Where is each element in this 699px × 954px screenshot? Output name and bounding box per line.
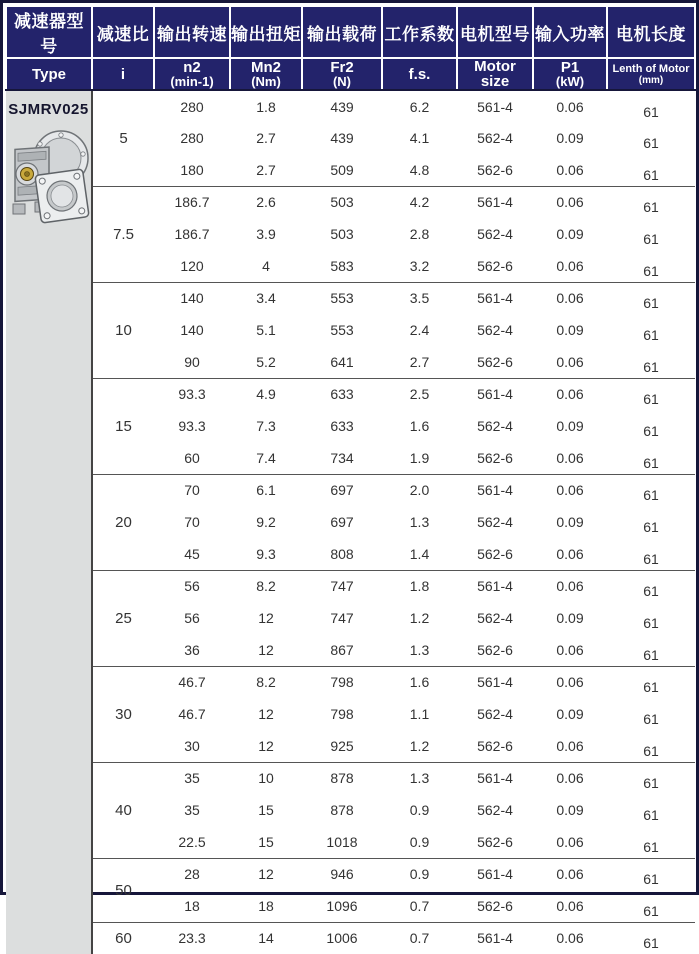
data-cell: 15 — [258, 802, 274, 818]
data-cell: 140 — [180, 322, 204, 338]
data-cell: 562-4 — [477, 226, 513, 242]
data-cell: 61 — [643, 231, 659, 247]
data-cell: 747 — [330, 610, 354, 626]
data-cell: 12 — [258, 737, 274, 754]
data-cell: 61 — [607, 186, 695, 218]
data-cell: 4.8 — [409, 161, 430, 178]
data-cell: 61 — [607, 922, 695, 954]
model-label: SJMRV025 — [8, 101, 89, 118]
data-cell: 1.3 — [382, 762, 457, 794]
data-cell: 561-4 — [457, 378, 533, 410]
data-cell: 186.7 — [174, 226, 210, 242]
data-cell: 946 — [302, 858, 382, 890]
data-cell: 60 — [184, 449, 200, 466]
header-model-cn: 减速器型号 — [6, 6, 92, 58]
data-cell: 0.06 — [556, 897, 584, 914]
data-cell: 2.7 — [256, 161, 276, 178]
data-cell: 561-4 — [457, 474, 533, 506]
table-row — [6, 666, 695, 698]
data-cell: 18 — [258, 897, 274, 914]
table-row — [6, 474, 695, 506]
data-cell: 0.9 — [382, 858, 457, 890]
data-cell: 0.06 — [533, 858, 607, 890]
data-cell: 867 — [330, 641, 354, 658]
spec-table — [5, 5, 696, 954]
data-cell: 61 — [643, 615, 659, 631]
data-cell: 61 — [607, 858, 695, 890]
data-cell: 9.2 — [256, 514, 276, 530]
data-cell: 3.9 — [256, 226, 276, 242]
ratio-cell: 40 — [92, 762, 154, 858]
data-cell: 562-6 — [477, 449, 513, 466]
data-cell: 1.6 — [382, 666, 457, 698]
data-cell: 0.06 — [556, 353, 584, 370]
data-cell: 0.06 — [533, 922, 607, 954]
data-cell: 0.09 — [556, 610, 584, 626]
data-cell: 8.2 — [230, 666, 302, 698]
data-cell: 23.3 — [154, 922, 230, 954]
data-cell: 4.9 — [230, 378, 302, 410]
data-cell: 562-6 — [477, 641, 513, 658]
ratio-cell: 25 — [92, 570, 154, 666]
data-cell: 697 — [330, 514, 354, 530]
data-cell: 0.06 — [533, 666, 607, 698]
data-cell: 1.3 — [409, 514, 430, 530]
data-cell: 10 — [230, 762, 302, 794]
data-cell: 633 — [302, 378, 382, 410]
header-load-en: Fr2 (N) — [302, 58, 382, 90]
data-cell: 93.3 — [154, 378, 230, 410]
data-cell: 697 — [302, 474, 382, 506]
data-cell: 1.8 — [382, 570, 457, 602]
data-cell: 1.2 — [409, 610, 430, 626]
data-cell: 3.5 — [382, 282, 457, 314]
data-cell: 46.7 — [178, 706, 206, 722]
data-cell: 0.09 — [556, 130, 584, 146]
data-cell: 28 — [154, 858, 230, 890]
data-cell: 3.2 — [409, 257, 430, 274]
data-cell: 12 — [258, 706, 274, 722]
ratio-cell: 15 — [92, 378, 154, 474]
data-cell: 70 — [154, 474, 230, 506]
data-cell: 61 — [643, 423, 659, 439]
data-cell: 0.06 — [556, 545, 584, 562]
data-cell: 61 — [607, 666, 695, 698]
data-cell: 0.06 — [556, 161, 584, 178]
data-cell: 0.06 — [533, 186, 607, 218]
input-flange — [16, 163, 38, 185]
model-cell — [6, 90, 92, 954]
data-cell: 61 — [643, 166, 659, 183]
data-cell: 808 — [330, 545, 354, 562]
gearbox-product-image — [7, 124, 91, 235]
data-cell: 562-6 — [477, 353, 513, 370]
data-cell: 2.8 — [409, 226, 430, 242]
data-cell: 93.3 — [178, 418, 206, 434]
data-cell: 61 — [643, 519, 659, 535]
data-cell: 56 — [154, 570, 230, 602]
data-cell: 562-6 — [477, 737, 513, 754]
data-cell: 56 — [184, 610, 200, 626]
data-cell: 61 — [607, 378, 695, 410]
data-cell: 0.09 — [556, 802, 584, 818]
data-cell: 503 — [330, 226, 354, 242]
data-cell: 503 — [302, 186, 382, 218]
data-cell: 22.5 — [178, 833, 206, 850]
data-cell: 14 — [230, 922, 302, 954]
data-cell: 61 — [643, 711, 659, 727]
data-cell: 2.5 — [382, 378, 457, 410]
ratio-cell: 5 — [119, 129, 128, 147]
data-cell: 439 — [330, 130, 354, 146]
table-row — [6, 378, 695, 410]
data-cell: 561-4 — [457, 570, 533, 602]
data-cell: 562-4 — [477, 322, 513, 338]
data-cell: 61 — [643, 135, 659, 151]
table-row — [6, 858, 695, 890]
data-cell: 562-6 — [477, 833, 513, 850]
data-cell: 562-4 — [477, 802, 513, 818]
data-cell: 1.9 — [409, 449, 430, 466]
data-cell: 561-4 — [457, 186, 533, 218]
data-cell: 798 — [330, 706, 354, 722]
data-cell: 5.1 — [256, 322, 276, 338]
table-row — [6, 922, 695, 954]
data-cell: 4 — [262, 257, 270, 274]
data-cell: 1018 — [326, 833, 358, 850]
data-cell: 61 — [643, 550, 659, 567]
header-speed-cn: 输出转速 — [154, 6, 230, 58]
data-cell: 1.3 — [409, 641, 430, 658]
data-cell: 3.4 — [230, 282, 302, 314]
table-row — [6, 762, 695, 794]
header-power-cn: 输入功率 — [533, 6, 607, 58]
data-cell: 186.7 — [154, 186, 230, 218]
data-cell: 4.1 — [409, 130, 430, 146]
data-cell: 2.4 — [409, 322, 430, 338]
data-cell: 61 — [643, 902, 659, 919]
data-cell: 561-4 — [457, 922, 533, 954]
header-torque-cn: 输出扭矩 — [230, 6, 302, 58]
data-cell: 1.4 — [409, 545, 430, 562]
ratio-cell: 7.5 — [92, 186, 154, 282]
data-cell: 61 — [643, 646, 659, 663]
data-cell: 878 — [302, 762, 382, 794]
header-servicefactor-en: f.s. — [382, 58, 457, 90]
data-cell: 439 — [330, 98, 354, 115]
data-cell: 0.9 — [409, 833, 430, 850]
data-cell: 1.2 — [409, 737, 430, 754]
data-cell: 61 — [607, 762, 695, 794]
data-cell: 5.2 — [256, 353, 276, 370]
data-cell: 46.7 — [154, 666, 230, 698]
ratio-cell: 50 — [92, 858, 154, 922]
data-cell: 0.09 — [556, 226, 584, 242]
data-cell: 0.09 — [556, 322, 584, 338]
table-header — [6, 6, 695, 90]
data-cell: 734 — [330, 449, 354, 466]
data-cell: 562-4 — [477, 706, 513, 722]
table-row — [6, 90, 695, 122]
header-motor-cn: 电机型号 — [457, 6, 533, 58]
data-cell: 0.7 — [409, 897, 430, 914]
data-cell: 0.09 — [556, 706, 584, 722]
data-cell: 0.06 — [533, 282, 607, 314]
header-ratio-cn: 减速比 — [92, 6, 154, 58]
data-cell: 140 — [154, 282, 230, 314]
data-cell: 0.06 — [533, 474, 607, 506]
data-cell: 0.06 — [533, 762, 607, 794]
data-cell: 70 — [184, 514, 200, 530]
header-ratio-en: i — [92, 58, 154, 90]
data-cell: 553 — [302, 282, 382, 314]
header-servicefactor-cn: 工作系数 — [382, 6, 457, 58]
output-flange — [34, 169, 88, 223]
header-motor-en: Motor size — [457, 58, 533, 90]
data-cell: 6.2 — [409, 98, 430, 115]
data-cell: 562-6 — [477, 161, 513, 178]
data-cell: 61 — [643, 262, 659, 279]
data-cell: 35 — [154, 762, 230, 794]
data-cell: 0.06 — [556, 833, 584, 850]
data-cell: 0.9 — [409, 802, 430, 818]
data-cell: 1006 — [302, 922, 382, 954]
table-body — [6, 90, 695, 954]
data-cell: 561-4 — [477, 98, 513, 115]
data-cell: 12 — [258, 610, 274, 626]
data-cell: 61 — [643, 327, 659, 343]
data-cell: 2.6 — [230, 186, 302, 218]
data-cell: 925 — [330, 737, 354, 754]
ratio-cell: 20 — [92, 474, 154, 570]
data-cell: 61 — [643, 358, 659, 375]
data-cell: 61 — [607, 570, 695, 602]
data-cell: 45 — [184, 545, 200, 562]
data-cell: 61 — [607, 282, 695, 314]
data-cell: 12 — [230, 858, 302, 890]
data-cell: 36 — [184, 641, 200, 658]
data-cell: 0.06 — [556, 257, 584, 274]
header-model-en: Type — [6, 58, 92, 90]
data-cell: 561-4 — [457, 762, 533, 794]
data-cell: 280 — [180, 98, 204, 115]
data-cell: 1096 — [326, 897, 358, 914]
data-cell: 61 — [643, 454, 659, 471]
data-cell: 798 — [302, 666, 382, 698]
data-cell: 12 — [258, 641, 274, 658]
data-cell: 8.2 — [230, 570, 302, 602]
data-cell: 61 — [643, 838, 659, 855]
data-cell: 2.0 — [382, 474, 457, 506]
data-cell: 561-4 — [457, 666, 533, 698]
header-row-cn — [6, 6, 695, 58]
data-cell: 0.06 — [556, 98, 584, 115]
data-cell: 9.3 — [256, 545, 276, 562]
data-cell: 7.3 — [256, 418, 276, 434]
data-cell: 6.1 — [230, 474, 302, 506]
data-cell: 1.6 — [409, 418, 430, 434]
data-cell: 90 — [184, 353, 200, 370]
ratio-cell: 60 — [92, 922, 154, 954]
table-row — [6, 570, 695, 602]
header-row-en — [6, 58, 695, 90]
data-cell: 747 — [302, 570, 382, 602]
data-cell: 61 — [643, 807, 659, 823]
data-cell: 4.2 — [382, 186, 457, 218]
data-cell: 18 — [184, 897, 200, 914]
data-cell: 30 — [184, 737, 200, 754]
data-cell: 1.1 — [409, 706, 430, 722]
header-length-en: Lenth of Motor (mm) — [607, 58, 695, 90]
data-cell: 61 — [643, 742, 659, 759]
data-cell: 509 — [330, 161, 354, 178]
data-cell: 2.7 — [409, 353, 430, 370]
data-cell: 2.7 — [256, 130, 276, 146]
data-cell: 878 — [330, 802, 354, 818]
data-cell: 120 — [180, 257, 204, 274]
data-cell: 633 — [330, 418, 354, 434]
data-cell: 553 — [330, 322, 354, 338]
data-cell: 0.7 — [382, 922, 457, 954]
gearbox-illustration — [7, 124, 91, 232]
data-cell: 1.8 — [256, 98, 276, 115]
data-cell: 561-4 — [457, 282, 533, 314]
ratio-cell: 30 — [92, 666, 154, 762]
data-cell: 0.09 — [556, 418, 584, 434]
data-cell: 15 — [258, 833, 274, 850]
header-length-cn: 电机长度 — [607, 6, 695, 58]
data-cell: 35 — [184, 802, 200, 818]
header-torque-en: Mn2 (Nm) — [230, 58, 302, 90]
ratio-cell: 10 — [92, 282, 154, 378]
header-power-en: P1 (kW) — [533, 58, 607, 90]
data-cell: 562-4 — [477, 610, 513, 626]
data-cell: 7.4 — [256, 449, 276, 466]
data-cell: 0.06 — [556, 449, 584, 466]
table-row — [6, 186, 695, 218]
header-speed-en: n2 (min-1) — [154, 58, 230, 90]
data-cell: 583 — [330, 257, 354, 274]
data-cell: 562-6 — [477, 257, 513, 274]
data-cell: 641 — [330, 353, 354, 370]
data-cell: 280 — [180, 130, 204, 146]
data-cell: 61 — [607, 474, 695, 506]
table-row — [6, 282, 695, 314]
data-cell: 562-6 — [477, 897, 513, 914]
data-cell: 561-4 — [457, 858, 533, 890]
data-cell: 0.06 — [556, 641, 584, 658]
data-cell: 562-6 — [477, 545, 513, 562]
header-load-cn: 输出载荷 — [302, 6, 382, 58]
data-cell: 0.06 — [533, 570, 607, 602]
data-cell: 0.09 — [556, 514, 584, 530]
data-cell: 562-4 — [477, 130, 513, 146]
data-cell: 0.06 — [533, 378, 607, 410]
data-cell: 180 — [180, 161, 204, 178]
data-cell: 562-4 — [477, 418, 513, 434]
data-cell: 562-4 — [477, 514, 513, 530]
data-cell: 0.06 — [556, 737, 584, 754]
data-cell: 61 — [643, 103, 659, 120]
